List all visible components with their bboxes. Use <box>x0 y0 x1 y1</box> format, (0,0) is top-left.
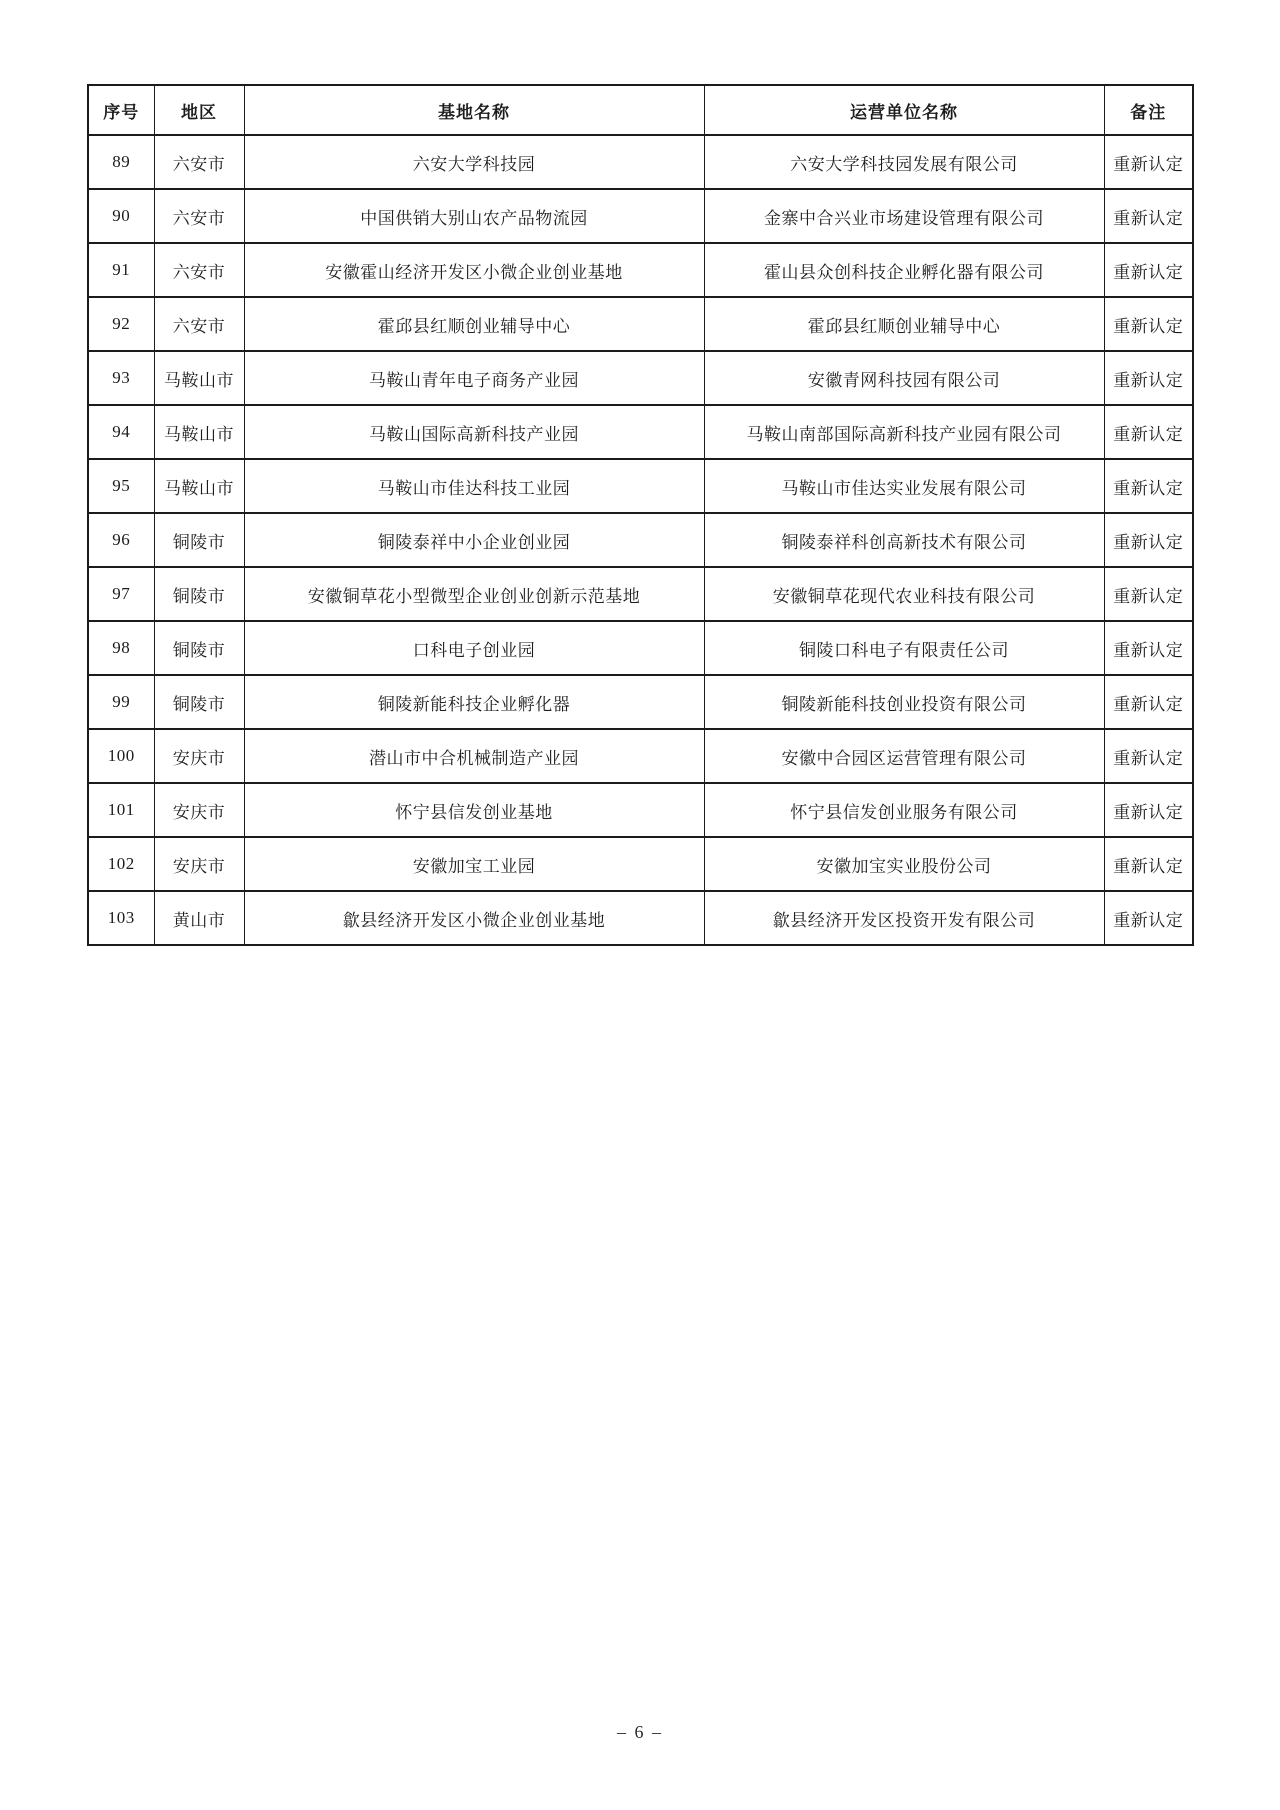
cell-serial: 92 <box>88 297 154 351</box>
cell-remark: 重新认定 <box>1104 729 1193 783</box>
cell-serial: 91 <box>88 243 154 297</box>
certification-base-table <box>87 84 1194 946</box>
cell-operator-name: 安徽铜草花现代农业科技有限公司 <box>704 567 1104 621</box>
cell-base-name: 马鞍山市佳达科技工业园 <box>244 459 704 513</box>
cell-operator-name: 金寨中合兴业市场建设管理有限公司 <box>704 189 1104 243</box>
cell-region: 铜陵市 <box>154 513 244 567</box>
cell-base-name: 马鞍山青年电子商务产业园 <box>244 351 704 405</box>
cell-serial: 100 <box>88 729 154 783</box>
cell-remark: 重新认定 <box>1104 513 1193 567</box>
cell-operator-name: 六安大学科技园发展有限公司 <box>704 135 1104 189</box>
cell-serial: 102 <box>88 837 154 891</box>
cell-base-name: 铜陵泰祥中小企业创业园 <box>244 513 704 567</box>
table-row <box>88 189 1193 243</box>
cell-base-name: 霍邱县红顺创业辅导中心 <box>244 297 704 351</box>
cell-remark: 重新认定 <box>1104 189 1193 243</box>
cell-base-name: 铜陵新能科技企业孵化器 <box>244 675 704 729</box>
cell-operator-name: 怀宁县信发创业服务有限公司 <box>704 783 1104 837</box>
cell-remark: 重新认定 <box>1104 243 1193 297</box>
table-row <box>88 837 1193 891</box>
table-row <box>88 135 1193 189</box>
cell-remark: 重新认定 <box>1104 675 1193 729</box>
cell-operator-name: 霍山县众创科技企业孵化器有限公司 <box>704 243 1104 297</box>
cell-remark: 重新认定 <box>1104 459 1193 513</box>
cell-operator-name: 铜陵新能科技创业投资有限公司 <box>704 675 1104 729</box>
table-row <box>88 783 1193 837</box>
cell-base-name: 怀宁县信发创业基地 <box>244 783 704 837</box>
header-serial: 序号 <box>88 85 154 135</box>
cell-remark: 重新认定 <box>1104 837 1193 891</box>
cell-remark: 重新认定 <box>1104 297 1193 351</box>
table-row <box>88 351 1193 405</box>
table-row <box>88 567 1193 621</box>
cell-serial: 90 <box>88 189 154 243</box>
cell-region: 铜陵市 <box>154 567 244 621</box>
table-row <box>88 243 1193 297</box>
cell-serial: 89 <box>88 135 154 189</box>
cell-region: 安庆市 <box>154 837 244 891</box>
cell-serial: 101 <box>88 783 154 837</box>
cell-serial: 93 <box>88 351 154 405</box>
cell-base-name: 安徽铜草花小型微型企业创业创新示范基地 <box>244 567 704 621</box>
cell-serial: 95 <box>88 459 154 513</box>
table-row <box>88 729 1193 783</box>
cell-remark: 重新认定 <box>1104 135 1193 189</box>
cell-serial: 96 <box>88 513 154 567</box>
cell-serial: 98 <box>88 621 154 675</box>
cell-region: 六安市 <box>154 189 244 243</box>
cell-remark: 重新认定 <box>1104 351 1193 405</box>
cell-serial: 99 <box>88 675 154 729</box>
cell-region: 马鞍山市 <box>154 405 244 459</box>
cell-remark: 重新认定 <box>1104 783 1193 837</box>
cell-remark: 重新认定 <box>1104 567 1193 621</box>
cell-remark: 重新认定 <box>1104 405 1193 459</box>
cell-remark: 重新认定 <box>1104 621 1193 675</box>
cell-base-name: 安徽加宝工业园 <box>244 837 704 891</box>
cell-operator-name: 霍邱县红顺创业辅导中心 <box>704 297 1104 351</box>
cell-region: 六安市 <box>154 297 244 351</box>
cell-operator-name: 马鞍山市佳达实业发展有限公司 <box>704 459 1104 513</box>
cell-base-name: 马鞍山国际高新科技产业园 <box>244 405 704 459</box>
cell-base-name: 安徽霍山经济开发区小微企业创业基地 <box>244 243 704 297</box>
cell-remark: 重新认定 <box>1104 891 1193 945</box>
cell-serial: 97 <box>88 567 154 621</box>
table-header-row <box>88 85 1193 135</box>
cell-operator-name: 安徽中合园区运营管理有限公司 <box>704 729 1104 783</box>
cell-region: 安庆市 <box>154 783 244 837</box>
table-row <box>88 621 1193 675</box>
cell-serial: 103 <box>88 891 154 945</box>
cell-serial: 94 <box>88 405 154 459</box>
cell-base-name: 歙县经济开发区小微企业创业基地 <box>244 891 704 945</box>
cell-operator-name: 安徽青网科技园有限公司 <box>704 351 1104 405</box>
cell-operator-name: 马鞍山南部国际高新科技产业园有限公司 <box>704 405 1104 459</box>
cell-operator-name: 安徽加宝实业股份公司 <box>704 837 1104 891</box>
table-row <box>88 297 1193 351</box>
cell-base-name: 口科电子创业园 <box>244 621 704 675</box>
table-row <box>88 675 1193 729</box>
table-row <box>88 405 1193 459</box>
cell-region: 黄山市 <box>154 891 244 945</box>
cell-base-name: 六安大学科技园 <box>244 135 704 189</box>
cell-region: 铜陵市 <box>154 675 244 729</box>
table-row <box>88 513 1193 567</box>
header-operator-name: 运营单位名称 <box>704 85 1104 135</box>
cell-region: 马鞍山市 <box>154 459 244 513</box>
cell-region: 马鞍山市 <box>154 351 244 405</box>
page-number: – 6 – <box>617 1722 663 1742</box>
cell-region: 六安市 <box>154 135 244 189</box>
cell-base-name: 潜山市中合机械制造产业园 <box>244 729 704 783</box>
table-row <box>88 459 1193 513</box>
cell-operator-name: 铜陵泰祥科创高新技术有限公司 <box>704 513 1104 567</box>
header-remark: 备注 <box>1104 85 1193 135</box>
header-region: 地区 <box>154 85 244 135</box>
cell-region: 安庆市 <box>154 729 244 783</box>
table-row <box>88 891 1193 945</box>
cell-region: 六安市 <box>154 243 244 297</box>
header-base-name: 基地名称 <box>244 85 704 135</box>
cell-operator-name: 歙县经济开发区投资开发有限公司 <box>704 891 1104 945</box>
cell-base-name: 中国供销大别山农产品物流园 <box>244 189 704 243</box>
cell-region: 铜陵市 <box>154 621 244 675</box>
cell-operator-name: 铜陵口科电子有限责任公司 <box>704 621 1104 675</box>
